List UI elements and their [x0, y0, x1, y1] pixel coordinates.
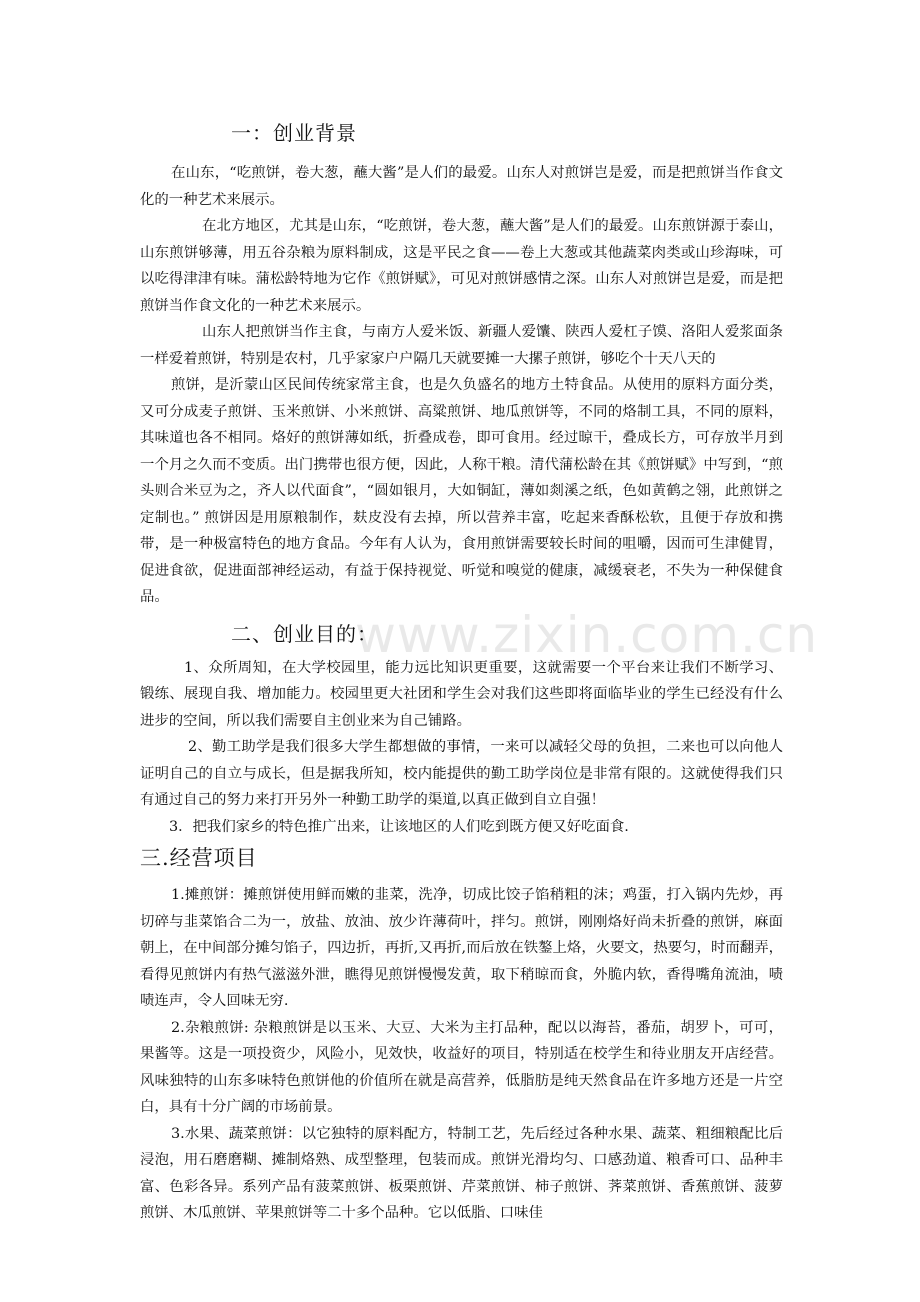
paragraph: 在北方地区，尤其是山东，“吃煎饼，卷大葱，蘸大酱”是人们的最爱。山东煎饼源于泰山，山东煎饼够薄，用五谷杂粮为原料制成，这是平民之食——卷上大葱或其他蔬菜肉类或山珍海味，可以吃得津津有味。蒲松龄特地为它作《煎饼赋》，可见对煎饼感情之深。山东人对煎饼岂是爱，而是把煎饼当作食文化的一种艺术来展示。	[140, 218, 783, 314]
section-heading-business: 三.经营项目	[140, 846, 258, 870]
paragraph: 1、众所周知，在大学校园里，能力远比知识更重要，这就需要一个平台来让我们不断学习、锻练、展现自我、增加能力。校园里更大社团和学生会对我们这些即将面临毕业的学生已经没有什么进步的空间，所以我们需要自主创业来为自己铺路。	[140, 659, 783, 729]
paragraph: 在山东，“吃煎饼，卷大葱，蘸大酱”是人们的最爱。山东人对煎饼岂是爱，而是把煎饼当作食文化的一种艺术来展示。	[140, 165, 783, 208]
paragraph: 1.摊煎饼：摊煎饼使用鲜而嫩的韭菜，洗净，切成比饺子馅稍粗的沫；鸡蛋，打入锅内先炒，再切碎与韭菜馅合二为一，放盐、放油、放少许薄荷叶，拌匀。煎饼，刚刚烙好尚未折叠的煎饼，麻面朝上，在中间部分摊匀馅子，四边折，再折,又再折,而后放在铁鏊上烙，火要文，热要匀，时而翻弄，看得见煎饼内有热气滋滋外泄，瞧得见煎饼慢慢发黄，取下稍晾而食，外脆内软，香得嘴角流油，啧啧连声，令人回味无穷.	[140, 887, 783, 1009]
section-heading-background: 一：创业背景	[231, 121, 357, 145]
paragraph: 3.水果、蔬菜煎饼：以它独特的原料配方，特制工艺，先后经过各种水果、蔬菜、粗细粮配比后浸泡，用石磨磨糊、摊制烙熟、成型整理，包装而成。煎饼光滑均匀、口感劲道、粮香可口、品种丰富、色彩各异。系列产品有菠菜煎饼、板栗煎饼、芹菜煎饼、柿子煎饼、荠菜煎饼、香蕉煎饼、菠萝煎饼、木瓜煎饼、苹果煎饼等二十多个品种。它以低脂、口味佳	[140, 1125, 783, 1221]
document-body	[140, 118, 783, 1227]
paragraph: 2.杂粮煎饼: 杂粮煎饼是以玉米、大豆、大米为主打品种，配以以海苔，番茄，胡罗卜，可可，果酱等。这是一项投资少，风险小，见效快，收益好的项目，特别适在校学生和待业朋友开店经营。风味独特的山东多味特色煎饼他的价值所在就是高营养，低脂肪是纯天然食品在许多地方还是一片空白，具有十分广阔的市场前景。	[140, 1019, 783, 1115]
paragraph: 山东人把煎饼当作主食，与南方人爱米饭、新疆人爱馕、陕西人爱杠子馍、洛阳人爱浆面条一样爱着煎饼，特别是农村，几乎家家户户隔几天就要摊一大摞子煎饼，够吃个十天八天的	[140, 324, 783, 367]
section-heading-purpose: 二、创业目的：	[231, 621, 378, 646]
paragraph: 煎饼，是沂蒙山区民间传统家常主食，也是久负盛名的地方土特食品。从使用的原料方面分类，又可分成麦子煎饼、玉米煎饼、小米煎饼、高粱煎饼、地瓜煎饼等，不同的烙制工具，不同的原料，其味道也各不相同。烙好的煎饼薄如纸，折叠成卷，即可食用。经过晾干，叠成长方，可存放半月到一个月之久而不变质。出门携带也很方便，因此，人称干粮。清代蒲松龄在其《煎饼赋》中写到，“煎头则合米豆为之，齐人以代面食”，“圆如银月，大如铜缸，薄如剡溪之纸，色如黄鹤之翎，此煎饼之定制也。” 煎饼因是用原粮制作，麸皮没有去掉，所以营养丰富，吃起来香酥松软，且便于存放和携带，是一种极富特色的地方食品。今年有人认为，食用煎饼需要较长时间的咀嚼，因而可生津健胃，促进食欲，促进面部神经运动，有益于保持视觉、听觉和嗅觉的健康，减缓衰老，不失为一种保健食品。	[140, 377, 783, 605]
paragraph: 2、勤工助学是我们很多大学生都想做的事情，一来可以减轻父母的负担，二来也可以向他人证明自己的自立与成长，但是据我所知，校内能提供的勤工助学岗位是非常有限的。这就使得我们只有通过自己的努力来打开另外一种勤工助学的渠道,以真正做到自立自强！	[140, 739, 783, 808]
paragraph: 3．把我们家乡的特色推广出来，让该地区的人们吃到既方便又好吃面食.	[169, 818, 629, 835]
watermark-text: www.zixin.com.cn	[355, 606, 819, 664]
